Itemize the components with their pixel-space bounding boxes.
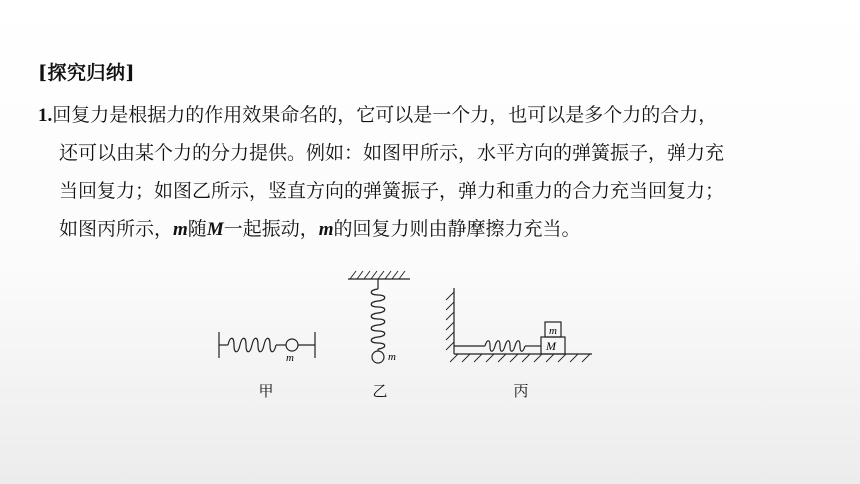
paragraph — [38, 96, 838, 248]
paragraph-line-2: 还可以由某个力的分力提供。例如：如图甲所示，水平方向的弹簧振子，弹力充 — [59, 142, 725, 164]
oscillator-figure — [200, 262, 620, 412]
paragraph-line-4 — [38, 210, 838, 248]
mass-label-jia: m — [286, 352, 294, 364]
caption-jia: 甲 — [258, 382, 274, 400]
line-4-part-c: 一起振动， — [223, 218, 319, 240]
paragraph-line-1 — [38, 96, 838, 134]
mass-label-small-block: m — [549, 325, 557, 337]
paragraph-line-3: 当回复力；如图乙所示，竖直方向的弹簧振子，弹力和重力的合力充当回复力； — [59, 180, 725, 202]
ball-jia — [286, 339, 298, 351]
horizontal-spring-bing — [485, 341, 525, 352]
ceiling-hatch — [350, 271, 405, 279]
ball-yi — [372, 351, 384, 363]
diagram-yi — [348, 271, 410, 363]
line-4-part-b: 随 — [187, 218, 207, 240]
symbol-m: m — [318, 219, 334, 240]
section-heading: [探究归纳] — [38, 62, 135, 84]
line-4-part-a: 如图丙所示， — [59, 218, 174, 240]
horizontal-spring — [228, 338, 276, 352]
caption-bing: 丙 — [513, 382, 529, 400]
floor-hatch — [450, 354, 590, 362]
symbol-m: m — [173, 219, 188, 240]
diagram-jia — [219, 332, 315, 358]
line-1-text: 回复力是根据力的作用效果命名的，它可以是一个力，也可以是多个力的合力， — [52, 104, 718, 126]
caption-yi: 乙 — [372, 382, 388, 400]
symbol-M: M — [206, 219, 224, 240]
mass-label-big-block: M — [546, 339, 556, 353]
list-number: 1. — [38, 105, 53, 126]
line-4-part-d: 的回复力则由静摩擦力充当。 — [333, 218, 581, 240]
wall-hatch — [446, 292, 454, 350]
diagram-bing — [446, 288, 592, 362]
vertical-spring — [371, 289, 385, 349]
mass-label-yi: m — [388, 351, 396, 363]
